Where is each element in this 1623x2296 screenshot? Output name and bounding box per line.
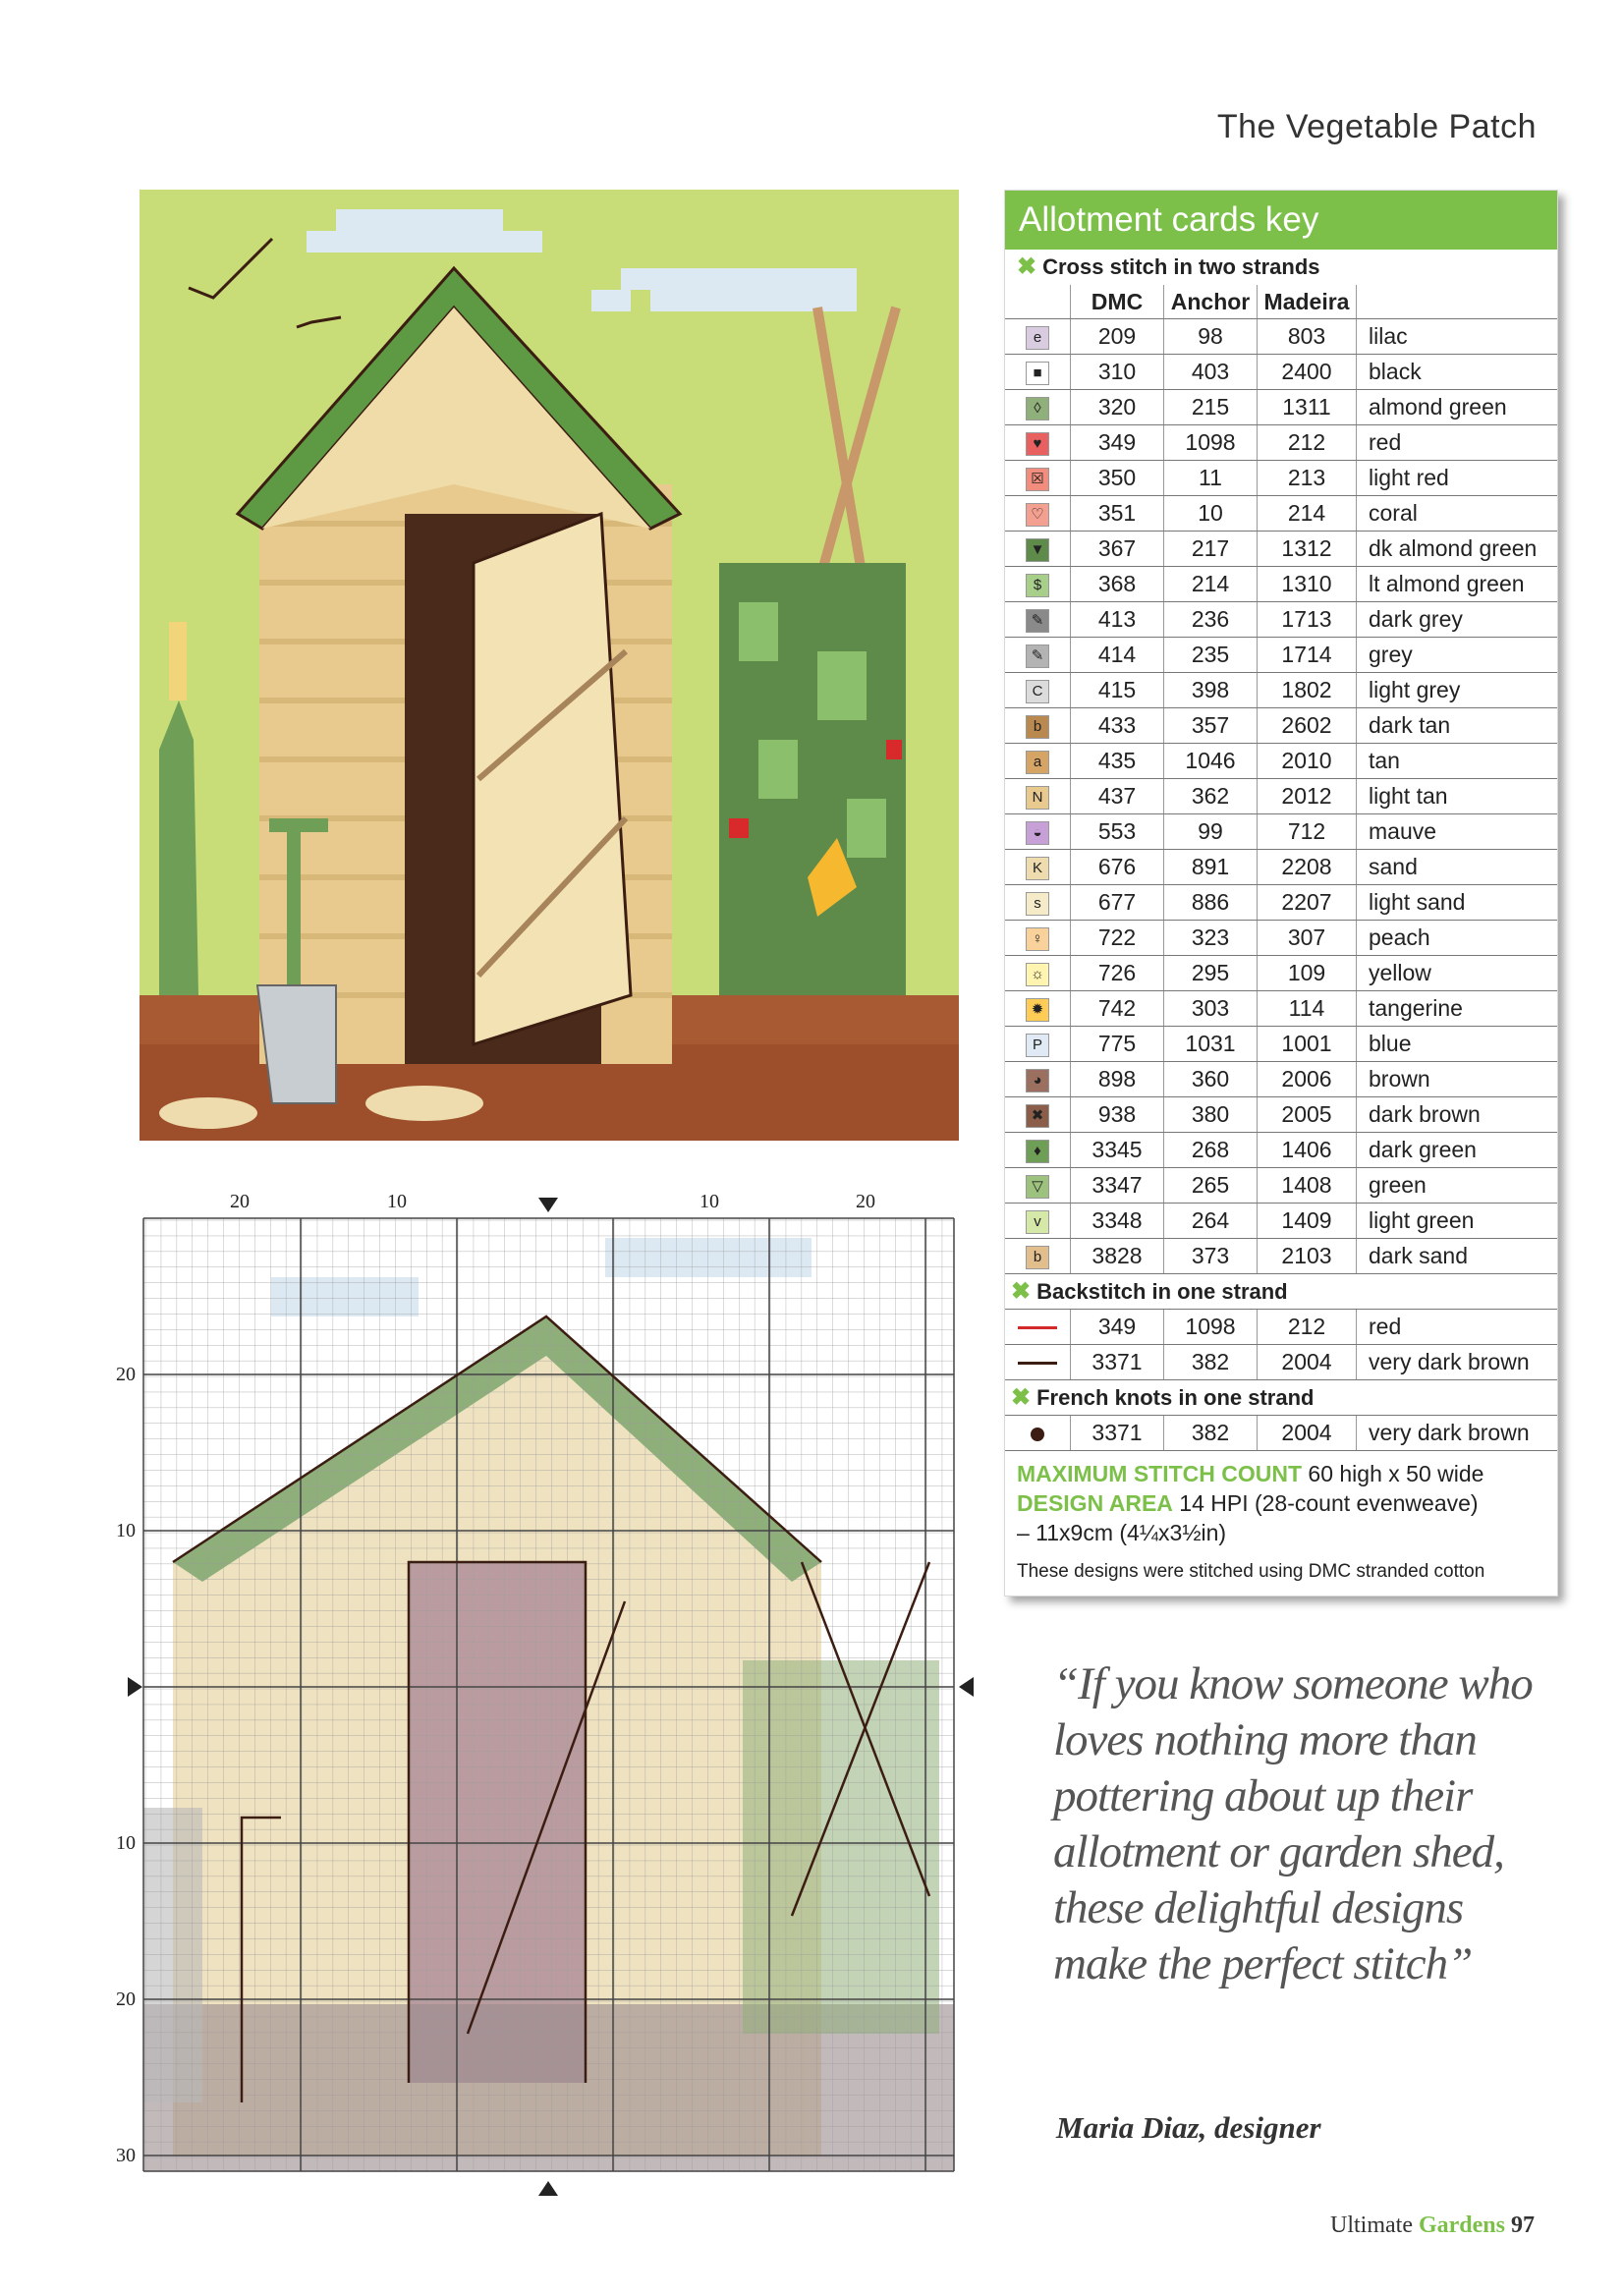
chart-left-number: 20 [116,1988,136,2010]
column-header-name [1357,285,1558,319]
french-knots-heading: ✖ French knots in one strand [1011,1383,1315,1411]
thread-row [1005,850,1557,885]
thread-name: yellow [1357,956,1558,991]
madeira-number: 1409 [1258,1204,1357,1239]
stitch-symbol-icon: ◕ [1026,1069,1049,1092]
anchor-number: 398 [1164,673,1258,708]
dmc-number: 938 [1071,1097,1164,1133]
page-number: 97 [1511,2212,1535,2238]
anchor-number: 357 [1164,708,1258,744]
madeira-number: 2012 [1258,779,1357,814]
dmc-number: 677 [1071,885,1164,921]
stitch-symbol-icon: ✹ [1026,998,1049,1022]
anchor-number: 380 [1164,1097,1258,1133]
madeira-number: 1802 [1258,673,1357,708]
madeira-number: 114 [1258,991,1357,1027]
thread-row [1005,1133,1557,1168]
anchor-number: 360 [1164,1062,1258,1097]
thread-row [1005,708,1557,744]
stitch-symbol-icon: ◒ [1026,821,1049,845]
stitch-symbol-icon: ☼ [1026,963,1049,986]
dmc-number: 437 [1071,779,1164,814]
thread-row [1005,602,1557,638]
anchor-number: 10 [1164,496,1258,532]
cross-icon: ✖ [1011,1277,1032,1305]
anchor-number: 323 [1164,921,1258,956]
thread-name: grey [1357,638,1558,673]
stitch-symbol-icon: ✎ [1026,609,1049,633]
thread-name: light grey [1357,673,1558,708]
thread-row [1005,567,1557,602]
madeira-number: 2103 [1258,1239,1357,1274]
max-stitch-label: MAXIMUM STITCH COUNT [1017,1461,1303,1486]
thread-name: sand [1357,850,1558,885]
dmc-number: 209 [1071,319,1164,355]
thread-row [1005,1168,1557,1204]
thread-row [1005,1097,1557,1133]
stitch-symbol-icon: v [1026,1210,1049,1234]
anchor-number: 1046 [1164,744,1258,779]
backstitch-row [1005,1345,1557,1380]
thread-name: tangerine [1357,991,1558,1027]
thread-name: tan [1357,744,1558,779]
anchor-number: 403 [1164,355,1258,390]
dmc-number: 553 [1071,814,1164,850]
dmc-number: 3345 [1071,1133,1164,1168]
thread-row [1005,1062,1557,1097]
thread-name: very dark brown [1357,1345,1558,1380]
dmc-number: 3348 [1071,1204,1164,1239]
dmc-number: 3371 [1071,1345,1164,1380]
chart-top-number: 20 [230,1191,250,1212]
madeira-number: 803 [1258,319,1357,355]
thread-row [1005,921,1557,956]
stitch-symbol-icon: ■ [1026,362,1049,385]
thread-note: These designs were stitched using DMC stranded cotton [1017,1561,1485,1582]
dmc-number: 349 [1071,425,1164,461]
madeira-number: 1714 [1258,638,1357,673]
french-knot-icon [1031,1428,1044,1441]
magazine-brand: Gardens [1418,2212,1505,2238]
stitch-symbol-icon: ✎ [1026,644,1049,668]
thread-row [1005,638,1557,673]
thread-row [1005,814,1557,850]
madeira-number: 2602 [1258,708,1357,744]
anchor-number: 265 [1164,1168,1258,1204]
stitch-symbol-icon: ☒ [1026,468,1049,491]
dmc-number: 415 [1071,673,1164,708]
dmc-number: 775 [1071,1027,1164,1062]
anchor-number: 235 [1164,638,1258,673]
anchor-number: 303 [1164,991,1258,1027]
anchor-number: 1031 [1164,1027,1258,1062]
thread-row [1005,673,1557,708]
madeira-number: 307 [1258,921,1357,956]
thread-row [1005,425,1557,461]
stitched-picture [140,190,959,1141]
chart-left-number: 30 [116,2145,136,2166]
max-stitch-value: 60 high x 50 wide [1308,1461,1484,1486]
stitch-symbol-icon: ♥ [1026,432,1049,456]
design-area-label: DESIGN AREA [1017,1490,1173,1516]
section-title: The Vegetable Patch [1216,108,1537,145]
anchor-number: 236 [1164,602,1258,638]
dmc-number: 435 [1071,744,1164,779]
madeira-number: 1312 [1258,532,1357,567]
backstitch-line-icon [1018,1326,1057,1329]
madeira-number: 2400 [1258,355,1357,390]
dmc-number: 351 [1071,496,1164,532]
column-header-anchor: Anchor [1164,285,1258,319]
madeira-number: 1310 [1258,567,1357,602]
stitch-symbol-icon: $ [1026,574,1049,597]
stitch-symbol-icon: b [1026,1246,1049,1269]
chart-left-number: 20 [116,1364,136,1385]
thread-name: dark grey [1357,602,1558,638]
thread-key-panel [1004,190,1558,1596]
design-info [1005,1451,1557,1587]
backstitch-line-icon [1018,1362,1057,1365]
thread-row [1005,496,1557,532]
dmc-number: 722 [1071,921,1164,956]
thread-name: light green [1357,1204,1558,1239]
thread-name: dark tan [1357,708,1558,744]
thread-row [1005,461,1557,496]
cross-stitch-chart [114,1189,984,2201]
thread-name: light tan [1357,779,1558,814]
dmc-number: 726 [1071,956,1164,991]
thread-row [1005,390,1557,425]
madeira-number: 214 [1258,496,1357,532]
thread-name: green [1357,1168,1558,1204]
anchor-number: 1098 [1164,1310,1258,1345]
symbol-column-header [1005,285,1071,319]
chart-left-number: 10 [116,1832,136,1854]
column-header-dmc: DMC [1071,285,1164,319]
stitch-symbol-icon: ▽ [1026,1175,1049,1199]
quote-author: Maria Diaz, designer [1056,2110,1321,2145]
anchor-number: 215 [1164,390,1258,425]
stitch-symbol-icon: ♀ [1026,927,1049,951]
anchor-number: 268 [1164,1133,1258,1168]
madeira-number: 2004 [1258,1416,1357,1451]
thread-name: light red [1357,461,1558,496]
thread-name: mauve [1357,814,1558,850]
dmc-number: 433 [1071,708,1164,744]
dmc-number: 898 [1071,1062,1164,1097]
madeira-number: 212 [1258,1310,1357,1345]
stitch-symbol-icon: ✖ [1026,1104,1049,1128]
thread-row [1005,779,1557,814]
anchor-number: 217 [1164,532,1258,567]
anchor-number: 362 [1164,779,1258,814]
thread-name: dk almond green [1357,532,1558,567]
stitch-symbol-icon: ♦ [1026,1140,1049,1163]
cross-icon: ✖ [1011,1383,1032,1411]
dmc-number: 3371 [1071,1416,1164,1451]
anchor-number: 99 [1164,814,1258,850]
stitch-symbol-icon: N [1026,786,1049,810]
dmc-number: 742 [1071,991,1164,1027]
anchor-number: 382 [1164,1416,1258,1451]
pull-quote: “If you know someone who loves nothing more than pottering about up their allotment or garden shed, these delightful designs make the perfect stitch” [1053,1658,1533,1989]
thread-name: dark brown [1357,1097,1558,1133]
madeira-number: 2005 [1258,1097,1357,1133]
thread-name: red [1357,425,1558,461]
thread-name: dark sand [1357,1239,1558,1274]
thread-name: almond green [1357,390,1558,425]
dmc-number: 3347 [1071,1168,1164,1204]
dmc-number: 367 [1071,532,1164,567]
anchor-number: 382 [1164,1345,1258,1380]
madeira-number: 212 [1258,425,1357,461]
dmc-number: 320 [1071,390,1164,425]
thread-name: light sand [1357,885,1558,921]
dmc-number: 414 [1071,638,1164,673]
thread-name: dark green [1357,1133,1558,1168]
design-area-value: 14 HPI (28-count evenweave) [1179,1490,1479,1516]
madeira-number: 109 [1258,956,1357,991]
thread-name: blue [1357,1027,1558,1062]
madeira-number: 2010 [1258,744,1357,779]
thread-name: red [1357,1310,1558,1345]
anchor-number: 98 [1164,319,1258,355]
backstitch-row [1005,1310,1557,1345]
column-header-madeira: Madeira [1258,285,1357,319]
cross-stitch-heading: ✖ Cross stitch in two strands [1017,253,1320,280]
thread-row [1005,744,1557,779]
thread-name: lilac [1357,319,1558,355]
thread-row [1005,991,1557,1027]
chart-left-number: 10 [116,1520,136,1541]
anchor-number: 214 [1164,567,1258,602]
anchor-number: 1098 [1164,425,1258,461]
dmc-number: 349 [1071,1310,1164,1345]
backstitch-heading: ✖ Backstitch in one strand [1011,1277,1288,1305]
thread-row [1005,319,1557,355]
stitch-symbol-icon: b [1026,715,1049,739]
magazine-name: Ultimate [1330,2212,1413,2238]
madeira-number: 2004 [1258,1345,1357,1380]
stitch-symbol-icon: K [1026,857,1049,880]
dmc-number: 310 [1071,355,1164,390]
anchor-number: 264 [1164,1204,1258,1239]
stitch-symbol-icon: C [1026,680,1049,703]
stitch-symbol-icon: a [1026,751,1049,774]
thread-name: lt almond green [1357,567,1558,602]
thread-row [1005,885,1557,921]
madeira-number: 1311 [1258,390,1357,425]
madeira-number: 1713 [1258,602,1357,638]
chart-top-number: 10 [387,1191,407,1212]
madeira-number: 1001 [1258,1027,1357,1062]
dmc-number: 350 [1071,461,1164,496]
dmc-number: 3828 [1071,1239,1164,1274]
madeira-number: 2006 [1258,1062,1357,1097]
thread-name: black [1357,355,1558,390]
thread-row [1005,355,1557,390]
thread-row [1005,532,1557,567]
thread-row [1005,1027,1557,1062]
cross-icon: ✖ [1017,253,1037,280]
thread-name: coral [1357,496,1558,532]
madeira-number: 2207 [1258,885,1357,921]
french-knot-row [1005,1416,1557,1451]
anchor-number: 373 [1164,1239,1258,1274]
page-footer [1330,2212,1535,2239]
thread-name: very dark brown [1357,1416,1558,1451]
chart-top-number: 20 [856,1191,875,1212]
anchor-number: 891 [1164,850,1258,885]
stitch-symbol-icon: s [1026,892,1049,916]
thread-table [1005,285,1557,1451]
madeira-number: 712 [1258,814,1357,850]
dmc-number: 676 [1071,850,1164,885]
madeira-number: 2208 [1258,850,1357,885]
stitch-symbol-icon: ♡ [1026,503,1049,527]
anchor-number: 295 [1164,956,1258,991]
madeira-number: 1408 [1258,1168,1357,1204]
thread-row [1005,1239,1557,1274]
stitch-symbol-icon: ▼ [1026,538,1049,562]
thread-row [1005,956,1557,991]
thread-name: peach [1357,921,1558,956]
anchor-number: 11 [1164,461,1258,496]
dmc-number: 368 [1071,567,1164,602]
dmc-number: 413 [1071,602,1164,638]
stitch-symbol-icon: ◊ [1026,397,1049,420]
stitch-symbol-icon: P [1026,1034,1049,1057]
key-title: Allotment cards key [1005,191,1557,250]
stitch-symbol-icon: e [1026,326,1049,350]
design-area-size: – 11x9cm (4¼x3½in) [1017,1520,1227,1545]
madeira-number: 1406 [1258,1133,1357,1168]
thread-name: brown [1357,1062,1558,1097]
thread-row [1005,1204,1557,1239]
anchor-number: 886 [1164,885,1258,921]
chart-top-number: 10 [700,1191,719,1212]
madeira-number: 213 [1258,461,1357,496]
